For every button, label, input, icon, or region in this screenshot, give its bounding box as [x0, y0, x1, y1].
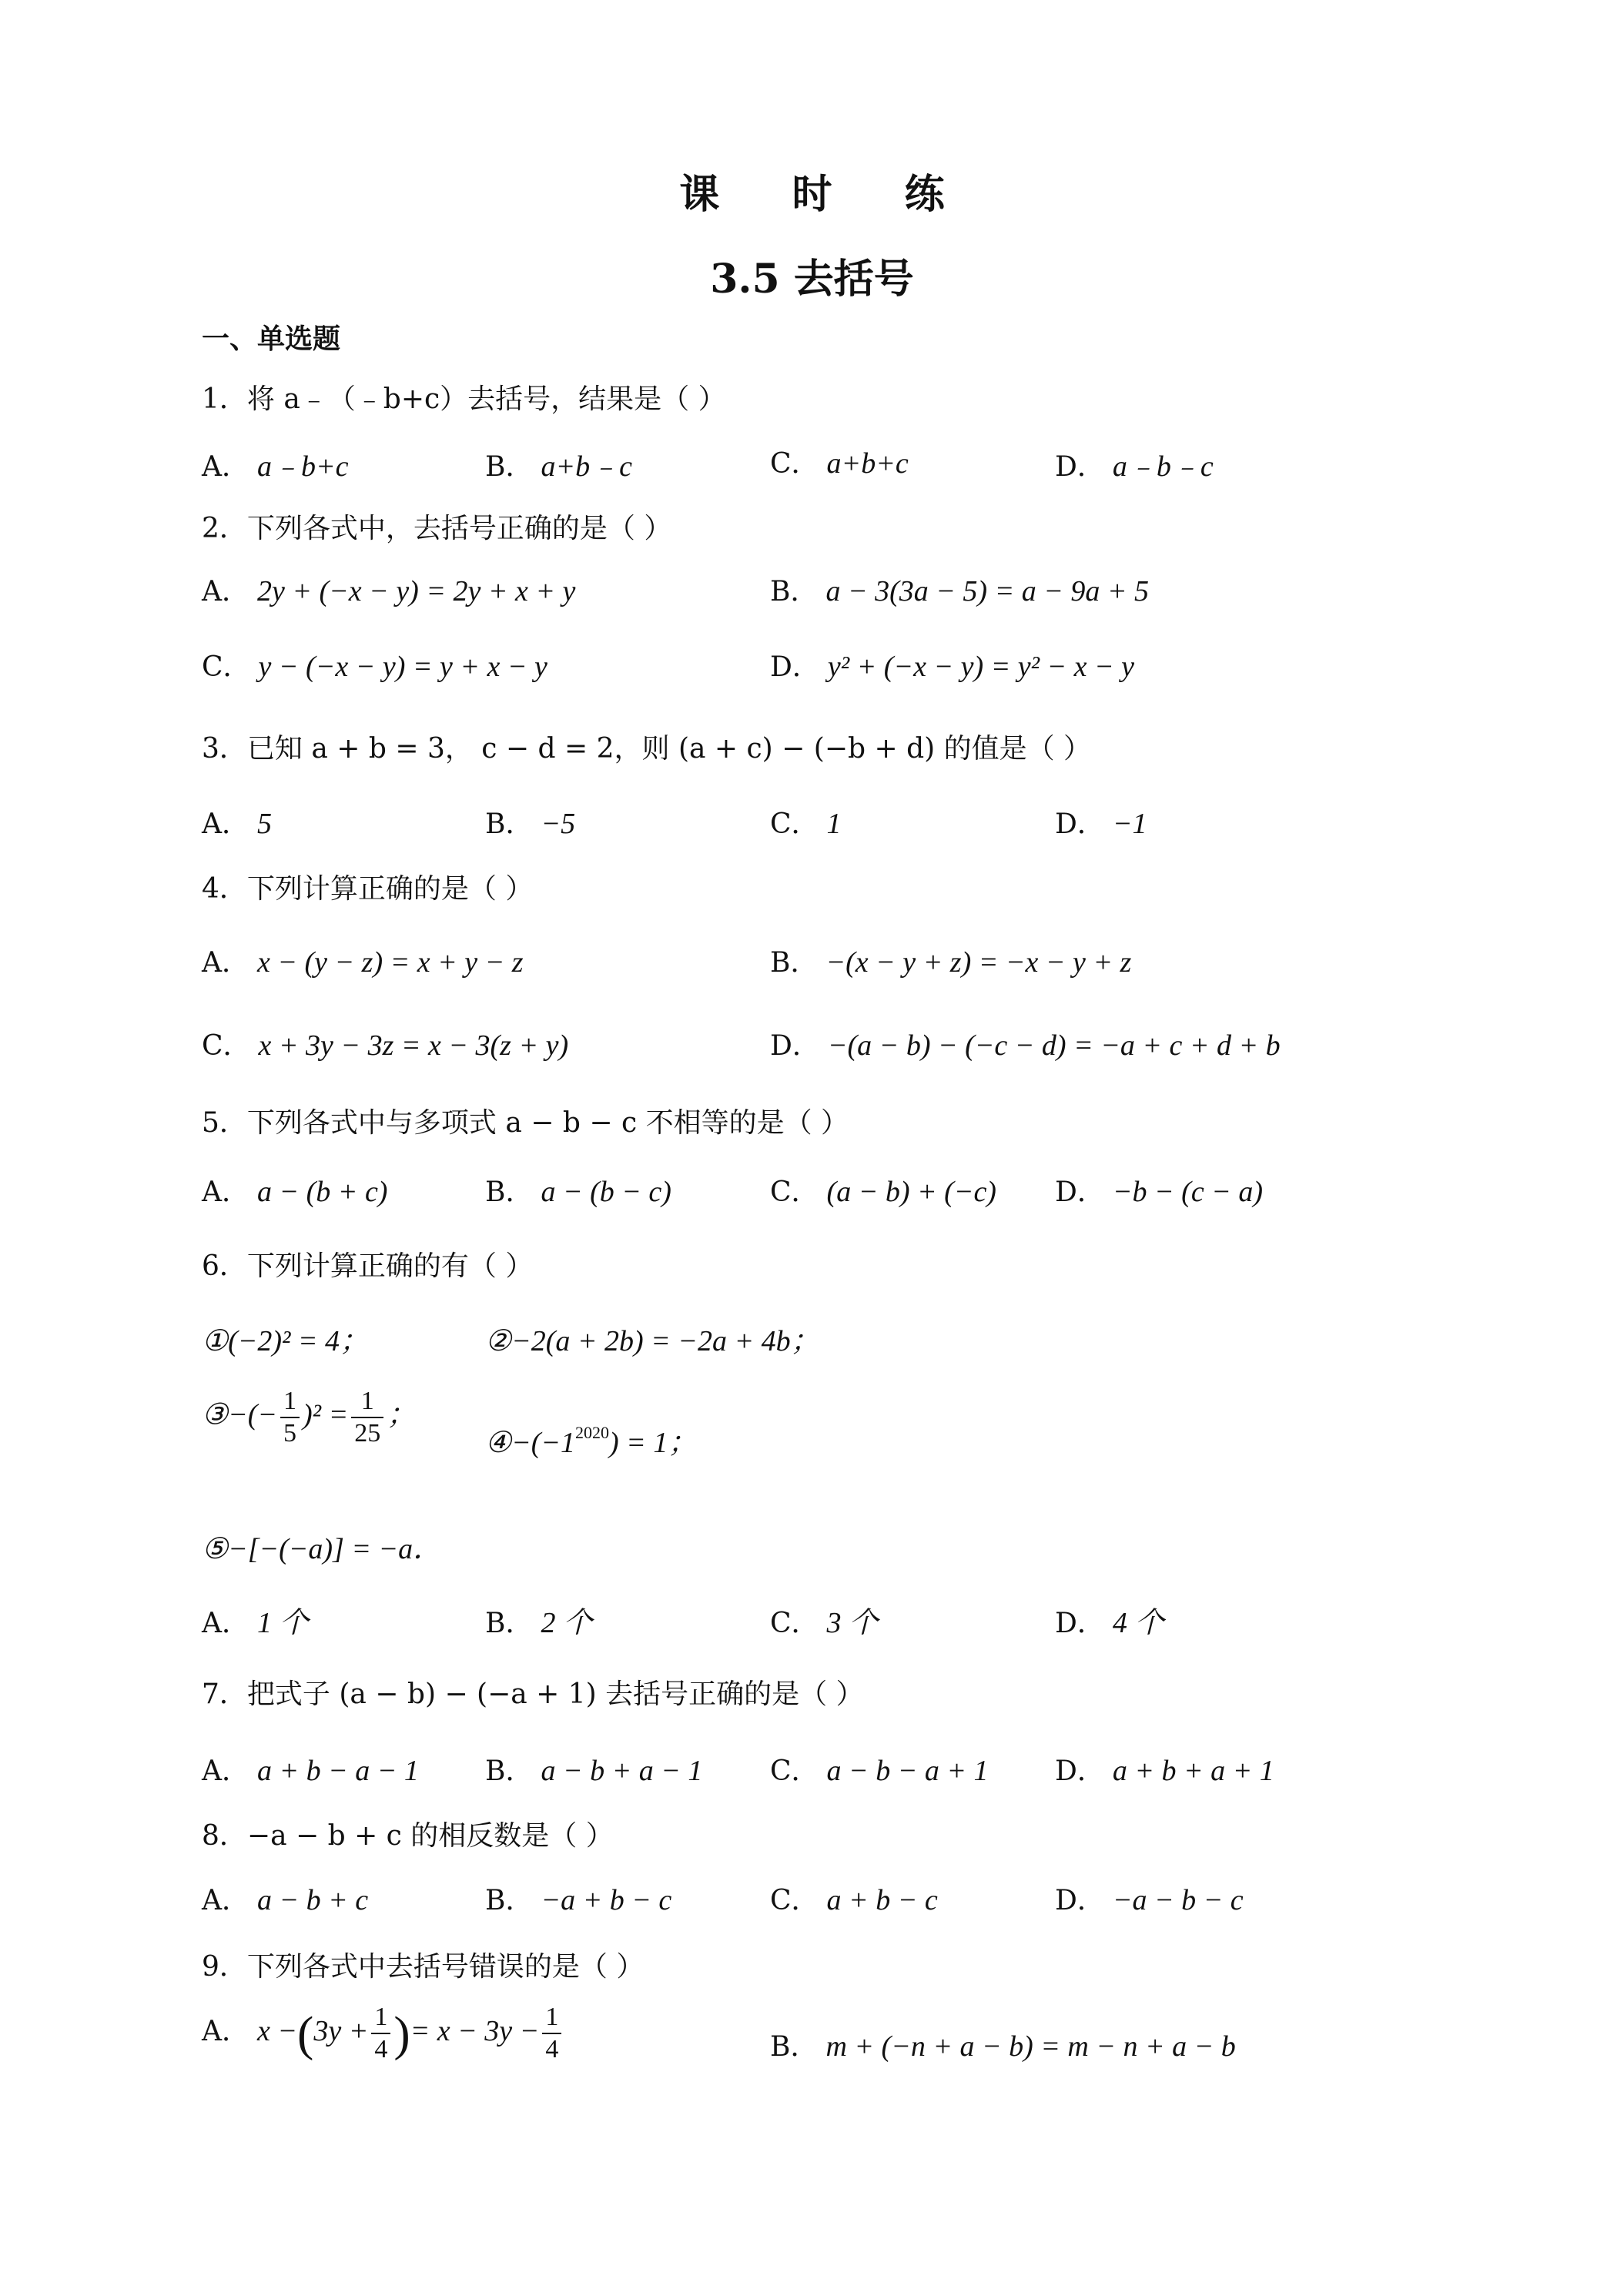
option-label: D．	[770, 651, 820, 683]
option-text	[257, 2003, 564, 2063]
q4-option-b[interactable]	[770, 941, 1131, 980]
option-label: B．	[485, 808, 534, 840]
question-8-stem: 8．−a − b + c 的相反数是（ ）	[202, 1820, 614, 1852]
question-3-stem: 3．已知 a + b = 3， c − d = 2，则 (a + c) − (−b + d) 的值是（ ）	[202, 733, 1092, 765]
option-text: x + 3y − 3z = x − 3(z + y)	[258, 1029, 569, 1062]
option-text: y² + (−x − y) = y² − x − y	[827, 651, 1135, 683]
q6-item-5: ⑤−[−(−a)] = −a．	[202, 1533, 443, 1565]
q1-option-b[interactable]	[485, 442, 632, 484]
q2-option-b[interactable]	[770, 570, 1149, 609]
q7-option-a[interactable]	[202, 1749, 419, 1789]
option-text: a + b − a − 1	[257, 1755, 419, 1787]
q6-option-a[interactable]	[202, 1598, 309, 1641]
option-text: a+b﹣c	[541, 450, 632, 483]
q6-item-4-suffix: ) = 1；	[609, 1427, 698, 1459]
q6-option-d[interactable]	[1055, 1598, 1164, 1641]
option-label: D．	[1055, 1755, 1105, 1787]
option-label: A．	[202, 576, 249, 607]
q4-option-d[interactable]	[770, 1024, 1281, 1063]
option-label: A．	[202, 451, 249, 483]
q2-option-c[interactable]	[202, 645, 547, 684]
q2-option-d[interactable]	[770, 645, 1134, 684]
right-paren: )	[393, 2006, 410, 2060]
option-label: D．	[1055, 1885, 1105, 1916]
option-label: D．	[1055, 1608, 1105, 1639]
q8-option-a[interactable]	[202, 1879, 368, 1918]
option-text: a − (b − c)	[541, 1176, 671, 1208]
q6-item-2: ②−2(a + 2b) = −2a + 4b；	[485, 1325, 820, 1357]
option-text: −5	[541, 808, 576, 840]
fraction	[542, 2002, 561, 2065]
q4-option-c[interactable]	[202, 1024, 568, 1063]
option-label: B．	[485, 1176, 534, 1208]
q2-option-a[interactable]	[202, 570, 575, 609]
option-text: −b − (c − a)	[1112, 1176, 1263, 1208]
q6-item-4	[485, 1418, 697, 1461]
fraction	[351, 1386, 383, 1449]
option-text: a − (b + c)	[257, 1176, 388, 1208]
q3-option-a[interactable]	[202, 802, 272, 842]
q5-option-a[interactable]	[202, 1170, 387, 1210]
option-label: A．	[202, 808, 249, 840]
q7-option-b[interactable]	[485, 1749, 702, 1789]
q6-item-1: ①(−2)² = 4；	[202, 1325, 370, 1357]
option-text: a − b + a − 1	[541, 1755, 703, 1787]
q5-option-b[interactable]	[485, 1170, 671, 1210]
option-label: D．	[1055, 808, 1105, 840]
fraction-numerator: 1	[542, 2002, 561, 2034]
option-text: −(x − y + z) = −x − y + z	[825, 946, 1132, 979]
option-label: D．	[1055, 451, 1105, 483]
page-title: 课 时 练	[679, 171, 974, 218]
option-text: a+b+c	[826, 447, 909, 480]
q6-item-3-power: )² =	[303, 1398, 349, 1431]
option-text: a − b − a + 1	[826, 1755, 989, 1787]
option-label: A．	[202, 1608, 249, 1639]
q4-option-a[interactable]	[202, 941, 524, 980]
option-label: B．	[770, 576, 819, 607]
option-label: B．	[485, 1608, 534, 1639]
question-9-stem: 9．下列各式中去括号错误的是（ ）	[202, 1951, 645, 1983]
q9a-result: = x − 3y −	[410, 2014, 540, 2047]
q5-option-c[interactable]	[770, 1170, 996, 1210]
section-heading: 一、单选题	[202, 323, 341, 355]
fraction	[280, 1386, 300, 1449]
option-text: 1	[826, 808, 842, 840]
option-label: C．	[202, 1030, 251, 1062]
q7-option-c[interactable]	[770, 1749, 988, 1789]
q7-option-d[interactable]	[1055, 1749, 1274, 1789]
option-label: A．	[202, 2015, 249, 2047]
option-text: 4 个	[1112, 1607, 1164, 1639]
option-label: C．	[770, 1885, 819, 1916]
option-label: C．	[770, 1176, 819, 1208]
question-1-stem: 1．将 a﹣（﹣b+c）去括号，结果是（ ）	[202, 383, 726, 415]
q6-option-c[interactable]	[770, 1598, 878, 1641]
option-text: a + b − c	[826, 1884, 938, 1916]
q3-option-c[interactable]	[770, 802, 842, 842]
fraction-denominator: 4	[545, 2035, 559, 2063]
q8-option-c[interactable]	[770, 1879, 938, 1918]
q8-option-b[interactable]	[485, 1879, 671, 1918]
option-text: (a − b) + (−c)	[826, 1176, 996, 1208]
option-text: x − (y − z) = x + y − z	[257, 946, 524, 979]
option-label: A．	[202, 1755, 249, 1787]
option-label: B．	[485, 451, 534, 483]
q1-option-d[interactable]	[1055, 442, 1214, 484]
lesson-title: 3.5 去括号	[710, 256, 914, 303]
option-text: y − (−x − y) = y + x − y	[258, 651, 547, 683]
option-label: A．	[202, 1885, 249, 1916]
q8-option-d[interactable]	[1055, 1879, 1244, 1918]
option-text: a﹣b﹣c	[1112, 450, 1214, 483]
option-text: 1 个	[257, 1607, 309, 1639]
fraction-denominator: 25	[354, 1419, 381, 1448]
option-text: −1	[1112, 808, 1147, 840]
fraction-denominator: 5	[283, 1419, 297, 1448]
q1-option-c[interactable]	[770, 442, 909, 481]
option-label: D．	[1055, 1176, 1105, 1208]
q6-item-4-prefix: ④−(−1	[485, 1427, 576, 1459]
option-label: A．	[202, 947, 249, 979]
option-label: C．	[770, 448, 819, 480]
q3-option-d[interactable]	[1055, 802, 1147, 842]
question-6-stem: 6．下列计算正确的有（ ）	[202, 1250, 534, 1282]
option-text: 2 个	[541, 1607, 592, 1639]
option-text: a﹣b+c	[257, 450, 349, 483]
q6-item-3-end: ；	[387, 1398, 417, 1431]
q3-option-b[interactable]	[485, 802, 575, 842]
option-text: 2y + (−x − y) = 2y + x + y	[257, 575, 576, 607]
q1-option-a[interactable]	[202, 442, 349, 484]
q9a-middle: 3y +	[313, 2014, 369, 2047]
q6-option-b[interactable]	[485, 1598, 592, 1641]
question-5-stem: 5．下列各式中与多项式 a − b − c 不相等的是（ ）	[202, 1107, 849, 1139]
option-text: −(a − b) − (−c − d) = −a + c + d + b	[827, 1029, 1281, 1062]
option-label: C．	[770, 1755, 819, 1787]
q9-option-a[interactable]	[202, 2002, 564, 2065]
question-2-stem: 2．下列各式中，去括号正确的是（ ）	[202, 513, 672, 544]
option-text: a − 3(3a − 5) = a − 9a + 5	[825, 575, 1149, 607]
option-label: C．	[770, 1608, 819, 1639]
option-text: a − b + c	[257, 1884, 369, 1916]
option-text: a + b + a + 1	[1112, 1755, 1274, 1787]
fraction-numerator: 1	[351, 1386, 383, 1418]
option-label: B．	[485, 1755, 534, 1787]
option-label: C．	[770, 808, 819, 840]
fraction	[371, 2002, 390, 2065]
q6-item-4-exponent: 2020	[575, 1423, 610, 1442]
fraction-numerator: 1	[371, 2002, 390, 2034]
q9-option-b[interactable]	[770, 2025, 1236, 2064]
option-label: B．	[770, 947, 819, 979]
option-label: C．	[202, 651, 251, 683]
left-paren: (	[297, 2006, 314, 2060]
q6-item-3-prefix: ③−(−	[202, 1398, 278, 1431]
option-label: D．	[770, 1030, 820, 1062]
question-7-stem: 7．把式子 (a − b) − (−a + 1) 去括号正确的是（ ）	[202, 1678, 864, 1710]
q6-item-3	[202, 1386, 416, 1449]
fraction-numerator: 1	[280, 1386, 300, 1418]
fraction-denominator: 4	[374, 2035, 388, 2063]
option-label: B．	[485, 1885, 534, 1916]
question-4-stem: 4．下列计算正确的是（ ）	[202, 873, 534, 905]
option-text: −a + b − c	[541, 1884, 672, 1916]
option-text: 3 个	[826, 1607, 879, 1639]
option-text: −a − b − c	[1112, 1884, 1244, 1916]
q9a-prefix: x −	[257, 2014, 298, 2047]
option-label: B．	[770, 2031, 819, 2063]
option-label: A．	[202, 1176, 249, 1208]
option-text: 5	[257, 808, 272, 840]
q5-option-d[interactable]	[1055, 1170, 1263, 1210]
option-text: m + (−n + a − b) = m − n + a − b	[825, 2030, 1236, 2063]
